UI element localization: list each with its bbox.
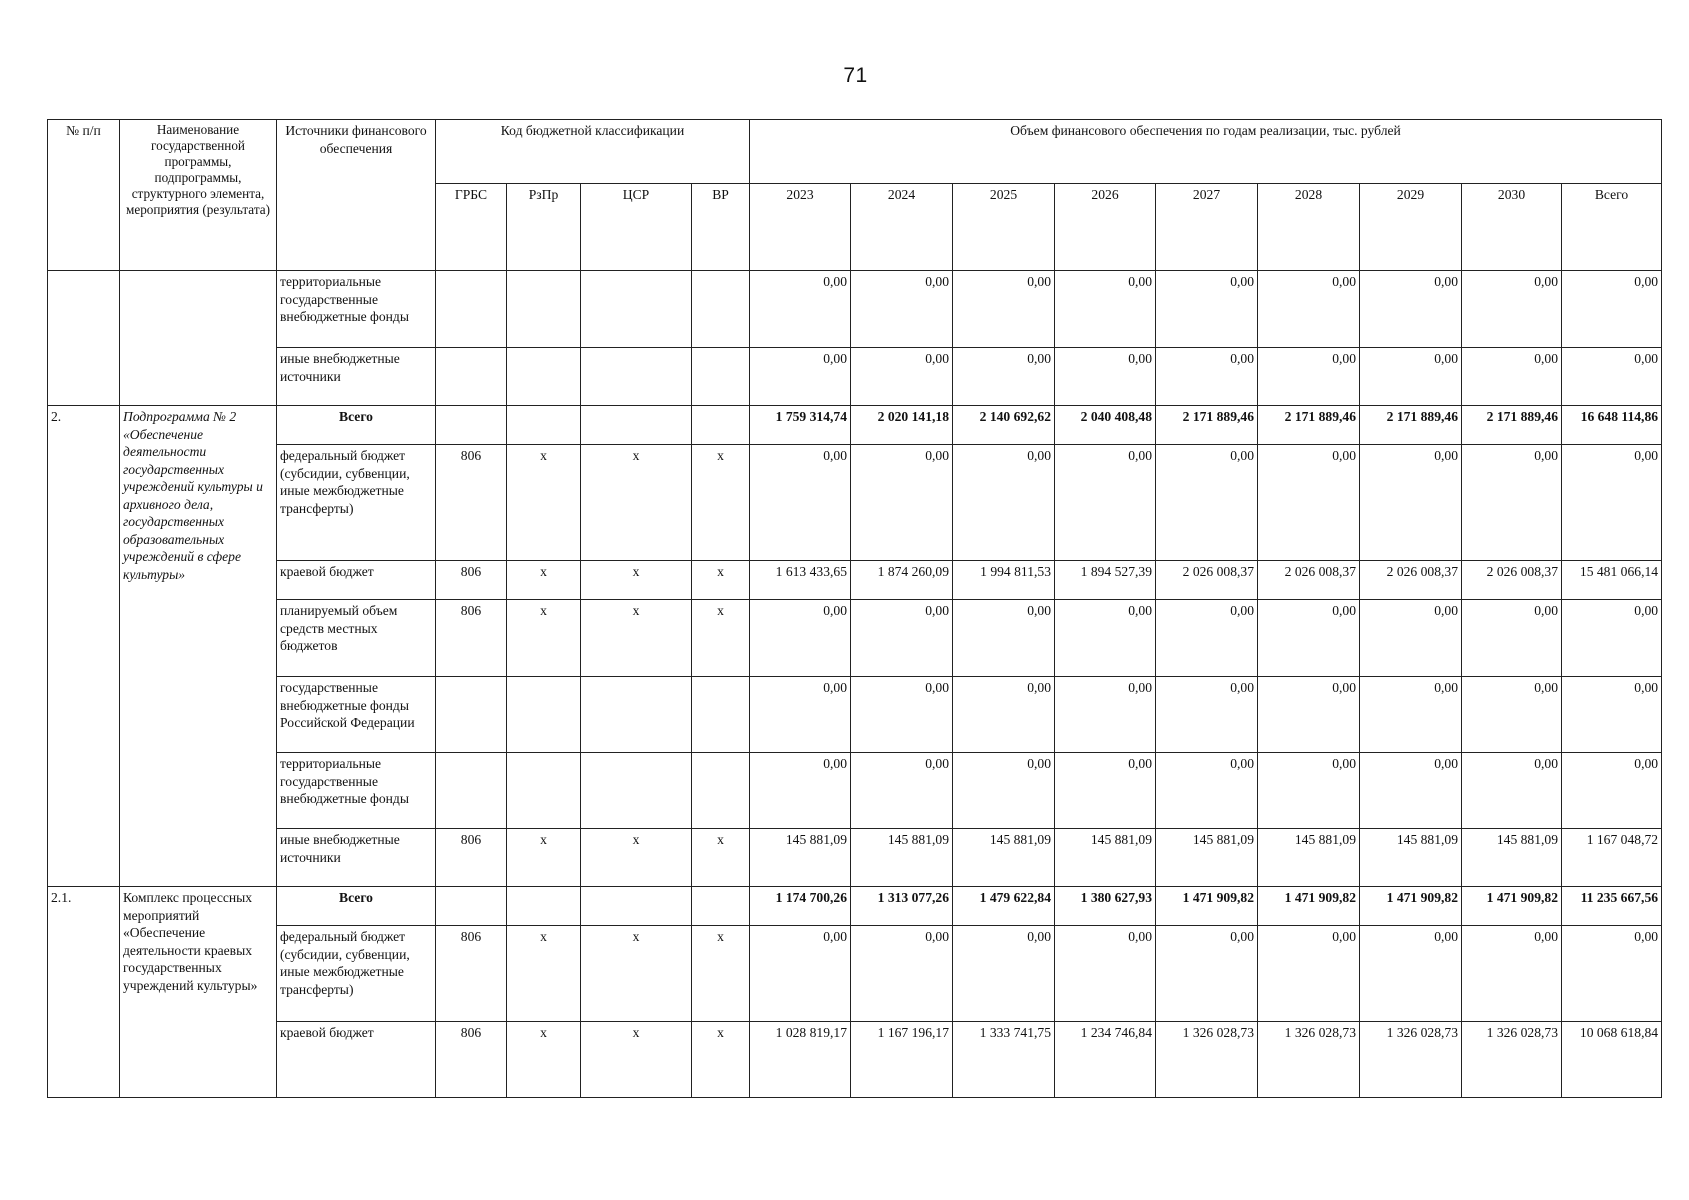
row-value: 2 171 889,46 xyxy=(1258,406,1360,445)
row-value: 0,00 xyxy=(1462,753,1562,829)
row-value: 1 479 622,84 xyxy=(953,887,1055,926)
header-year-2024: 2024 xyxy=(851,184,953,271)
row-rzpr xyxy=(507,887,581,926)
table-row xyxy=(48,561,1662,600)
row-csr: х xyxy=(581,445,692,561)
row-value: 0,00 xyxy=(1258,445,1360,561)
row-value: 0,00 xyxy=(953,271,1055,348)
row-value: 145 881,09 xyxy=(1156,829,1258,887)
row-value: 0,00 xyxy=(953,926,1055,1022)
row-total: 0,00 xyxy=(1562,600,1662,677)
budget-table xyxy=(47,119,1662,1098)
row-value: 1 174 700,26 xyxy=(750,887,851,926)
row-value: 1 326 028,73 xyxy=(1462,1022,1562,1098)
row-vr: х xyxy=(692,600,750,677)
row-source: иные внебюджетные источники xyxy=(277,829,436,887)
row-rzpr: х xyxy=(507,926,581,1022)
row-value: 1 874 260,09 xyxy=(851,561,953,600)
row-value: 1 333 741,75 xyxy=(953,1022,1055,1098)
row-grbs: 806 xyxy=(436,1022,507,1098)
row-value: 1 471 909,82 xyxy=(1462,887,1562,926)
row-value: 0,00 xyxy=(1360,753,1462,829)
header-grbs: ГРБС xyxy=(436,184,507,271)
row-value: 0,00 xyxy=(1258,271,1360,348)
row-grbs xyxy=(436,677,507,753)
row-rzpr xyxy=(507,753,581,829)
row-value: 145 881,09 xyxy=(1258,829,1360,887)
row-value: 2 171 889,46 xyxy=(1360,406,1462,445)
row-grbs: 806 xyxy=(436,829,507,887)
row-value: 1 613 433,65 xyxy=(750,561,851,600)
row-value: 0,00 xyxy=(1156,445,1258,561)
row-value: 0,00 xyxy=(851,445,953,561)
row-value: 145 881,09 xyxy=(1462,829,1562,887)
row-value: 0,00 xyxy=(953,677,1055,753)
table-row xyxy=(48,926,1662,1022)
table-row xyxy=(48,1022,1662,1098)
row-value: 0,00 xyxy=(1258,348,1360,406)
row-value: 1 471 909,82 xyxy=(1258,887,1360,926)
row-source: иные внебюджетные источники xyxy=(277,348,436,406)
row-vr xyxy=(692,348,750,406)
row-value: 0,00 xyxy=(1462,445,1562,561)
row-value: 1 471 909,82 xyxy=(1156,887,1258,926)
row-total: 0,00 xyxy=(1562,926,1662,1022)
row-csr xyxy=(581,677,692,753)
row-csr xyxy=(581,753,692,829)
row-value: 0,00 xyxy=(1360,677,1462,753)
row-value: 0,00 xyxy=(953,753,1055,829)
row-value: 1 326 028,73 xyxy=(1360,1022,1462,1098)
header-vr: ВР xyxy=(692,184,750,271)
table-row-total xyxy=(48,887,1662,926)
row-value: 0,00 xyxy=(750,445,851,561)
header-year-2027: 2027 xyxy=(1156,184,1258,271)
row-value: 0,00 xyxy=(953,445,1055,561)
row-value: 1 894 527,39 xyxy=(1055,561,1156,600)
row-value: 1 326 028,73 xyxy=(1156,1022,1258,1098)
row-value: 0,00 xyxy=(1055,926,1156,1022)
row-total: 10 068 618,84 xyxy=(1562,1022,1662,1098)
row-value: 0,00 xyxy=(1360,445,1462,561)
row-value: 0,00 xyxy=(1258,600,1360,677)
table-header xyxy=(48,120,1662,271)
row-value: 0,00 xyxy=(1462,677,1562,753)
row-value: 0,00 xyxy=(1462,348,1562,406)
row-value: 1 313 077,26 xyxy=(851,887,953,926)
row-total: 15 481 066,14 xyxy=(1562,561,1662,600)
table-row xyxy=(48,600,1662,677)
row-total: 0,00 xyxy=(1562,271,1662,348)
row-rzpr xyxy=(507,348,581,406)
page-number: 71 xyxy=(843,64,868,87)
row-value: 2 171 889,46 xyxy=(1156,406,1258,445)
row-vr xyxy=(692,271,750,348)
row-source: территориальные государственные внебюджетные фонды xyxy=(277,271,436,348)
row-value: 145 881,09 xyxy=(750,829,851,887)
row-value: 2 026 008,37 xyxy=(1462,561,1562,600)
row-csr: х xyxy=(581,926,692,1022)
row-value: 0,00 xyxy=(1156,926,1258,1022)
row-value: 0,00 xyxy=(953,600,1055,677)
row-value: 0,00 xyxy=(1156,348,1258,406)
row-value: 2 026 008,37 xyxy=(1360,561,1462,600)
row-value: 1 234 746,84 xyxy=(1055,1022,1156,1098)
row-source: государственные внебюджетные фонды Российской Федерации xyxy=(277,677,436,753)
row-value: 1 167 196,17 xyxy=(851,1022,953,1098)
row-source: Всего xyxy=(277,406,436,445)
row-total: 0,00 xyxy=(1562,753,1662,829)
row-grbs: 806 xyxy=(436,445,507,561)
row-value: 0,00 xyxy=(1258,753,1360,829)
row-total: 0,00 xyxy=(1562,348,1662,406)
row-rzpr xyxy=(507,271,581,348)
row-csr: х xyxy=(581,600,692,677)
row-value: 0,00 xyxy=(1055,753,1156,829)
row-value: 145 881,09 xyxy=(953,829,1055,887)
row-value: 2 040 408,48 xyxy=(1055,406,1156,445)
row-value: 0,00 xyxy=(1156,677,1258,753)
row-value: 2 140 692,62 xyxy=(953,406,1055,445)
row-value: 0,00 xyxy=(1258,677,1360,753)
row-number: 2.1. xyxy=(48,887,120,1098)
header-total: Всего xyxy=(1562,184,1662,271)
row-vr: х xyxy=(692,445,750,561)
table-row xyxy=(48,271,1662,348)
row-name xyxy=(120,271,277,406)
table-row xyxy=(48,445,1662,561)
row-source: территориальные государственные внебюджетные фонды xyxy=(277,753,436,829)
row-value: 0,00 xyxy=(851,753,953,829)
row-value: 0,00 xyxy=(1055,348,1156,406)
row-total: 16 648 114,86 xyxy=(1562,406,1662,445)
row-vr xyxy=(692,887,750,926)
row-grbs xyxy=(436,753,507,829)
row-total: 0,00 xyxy=(1562,677,1662,753)
row-value: 1 759 314,74 xyxy=(750,406,851,445)
row-value: 0,00 xyxy=(1055,677,1156,753)
row-total: 1 167 048,72 xyxy=(1562,829,1662,887)
table-row-total xyxy=(48,406,1662,445)
row-csr: х xyxy=(581,829,692,887)
row-rzpr: х xyxy=(507,1022,581,1098)
row-source: краевой бюджет xyxy=(277,561,436,600)
table-row xyxy=(48,348,1662,406)
header-name: Наименование государственной программы, подпрограммы, структурного элемента, мероприятия (результата) xyxy=(120,120,277,271)
row-vr: х xyxy=(692,829,750,887)
row-value: 0,00 xyxy=(953,348,1055,406)
row-value: 0,00 xyxy=(750,677,851,753)
row-value: 0,00 xyxy=(1360,271,1462,348)
row-value: 0,00 xyxy=(1055,445,1156,561)
row-value: 0,00 xyxy=(1055,271,1156,348)
row-value: 0,00 xyxy=(1055,600,1156,677)
row-vr: х xyxy=(692,561,750,600)
row-value: 0,00 xyxy=(851,271,953,348)
row-value: 145 881,09 xyxy=(851,829,953,887)
row-csr: х xyxy=(581,1022,692,1098)
row-vr: х xyxy=(692,926,750,1022)
row-value: 0,00 xyxy=(1462,271,1562,348)
row-source: Всего xyxy=(277,887,436,926)
row-value: 0,00 xyxy=(1156,600,1258,677)
row-grbs xyxy=(436,887,507,926)
table-row xyxy=(48,677,1662,753)
row-total: 0,00 xyxy=(1562,445,1662,561)
row-source: планируемый объем средств местных бюджетов xyxy=(277,600,436,677)
row-value: 0,00 xyxy=(1156,753,1258,829)
row-value: 0,00 xyxy=(750,926,851,1022)
row-value: 0,00 xyxy=(1156,271,1258,348)
row-value: 0,00 xyxy=(851,926,953,1022)
row-value: 0,00 xyxy=(750,271,851,348)
row-grbs xyxy=(436,406,507,445)
row-value: 2 020 141,18 xyxy=(851,406,953,445)
row-value: 2 026 008,37 xyxy=(1258,561,1360,600)
row-grbs: 806 xyxy=(436,600,507,677)
row-rzpr xyxy=(507,406,581,445)
row-number xyxy=(48,271,120,406)
row-grbs xyxy=(436,271,507,348)
header-year-2029: 2029 xyxy=(1360,184,1462,271)
row-value: 145 881,09 xyxy=(1360,829,1462,887)
row-grbs xyxy=(436,348,507,406)
header-sources: Источники финансового обеспечения xyxy=(277,120,436,271)
row-rzpr: х xyxy=(507,561,581,600)
row-source: краевой бюджет xyxy=(277,1022,436,1098)
row-value: 2 026 008,37 xyxy=(1156,561,1258,600)
row-grbs: 806 xyxy=(436,926,507,1022)
row-csr xyxy=(581,271,692,348)
row-value: 0,00 xyxy=(1462,926,1562,1022)
row-value: 0,00 xyxy=(1360,348,1462,406)
row-value: 2 171 889,46 xyxy=(1462,406,1562,445)
row-value: 0,00 xyxy=(1258,926,1360,1022)
header-kbk-group: Код бюджетной классификации xyxy=(436,120,750,184)
header-year-2030: 2030 xyxy=(1462,184,1562,271)
row-value: 145 881,09 xyxy=(1055,829,1156,887)
table-row xyxy=(48,829,1662,887)
row-value: 1 028 819,17 xyxy=(750,1022,851,1098)
row-csr xyxy=(581,887,692,926)
row-number: 2. xyxy=(48,406,120,887)
row-value: 1 471 909,82 xyxy=(1360,887,1462,926)
row-value: 0,00 xyxy=(851,677,953,753)
header-csr: ЦСР xyxy=(581,184,692,271)
row-name: Подпрограмма № 2 «Обеспечение деятельности государственных учреждений культуры и архивного дела, государственных образовательных учреждений в сфере культуры» xyxy=(120,406,277,887)
row-csr xyxy=(581,348,692,406)
row-rzpr: х xyxy=(507,600,581,677)
row-value: 0,00 xyxy=(1360,926,1462,1022)
row-value: 0,00 xyxy=(1462,600,1562,677)
row-value: 0,00 xyxy=(750,753,851,829)
row-value: 1 994 811,53 xyxy=(953,561,1055,600)
table-row xyxy=(48,753,1662,829)
row-csr xyxy=(581,406,692,445)
row-vr xyxy=(692,406,750,445)
row-vr: х xyxy=(692,1022,750,1098)
row-value: 1 326 028,73 xyxy=(1258,1022,1360,1098)
row-rzpr: х xyxy=(507,445,581,561)
header-year-2026: 2026 xyxy=(1055,184,1156,271)
row-rzpr xyxy=(507,677,581,753)
row-vr xyxy=(692,753,750,829)
header-year-2025: 2025 xyxy=(953,184,1055,271)
row-vr xyxy=(692,677,750,753)
header-year-2028: 2028 xyxy=(1258,184,1360,271)
header-number: № п/п xyxy=(48,120,120,271)
row-value: 0,00 xyxy=(1360,600,1462,677)
row-rzpr: х xyxy=(507,829,581,887)
row-value: 0,00 xyxy=(851,348,953,406)
row-name: Комплекс процессных мероприятий «Обеспечение деятельности краевых государственных учреждений культуры» xyxy=(120,887,277,1098)
header-volume-group: Объем финансового обеспечения по годам реализации, тыс. рублей xyxy=(750,120,1662,184)
row-value: 0,00 xyxy=(750,348,851,406)
row-value: 0,00 xyxy=(750,600,851,677)
row-total: 11 235 667,56 xyxy=(1562,887,1662,926)
row-value: 0,00 xyxy=(851,600,953,677)
header-year-2023: 2023 xyxy=(750,184,851,271)
row-source: федеральный бюджет (субсидии, субвенции, иные межбюджетные трансферты) xyxy=(277,926,436,1022)
row-csr: х xyxy=(581,561,692,600)
row-grbs: 806 xyxy=(436,561,507,600)
row-source: федеральный бюджет (субсидии, субвенции, иные межбюджетные трансферты) xyxy=(277,445,436,561)
row-value: 1 380 627,93 xyxy=(1055,887,1156,926)
header-rzpr: РзПр xyxy=(507,184,581,271)
